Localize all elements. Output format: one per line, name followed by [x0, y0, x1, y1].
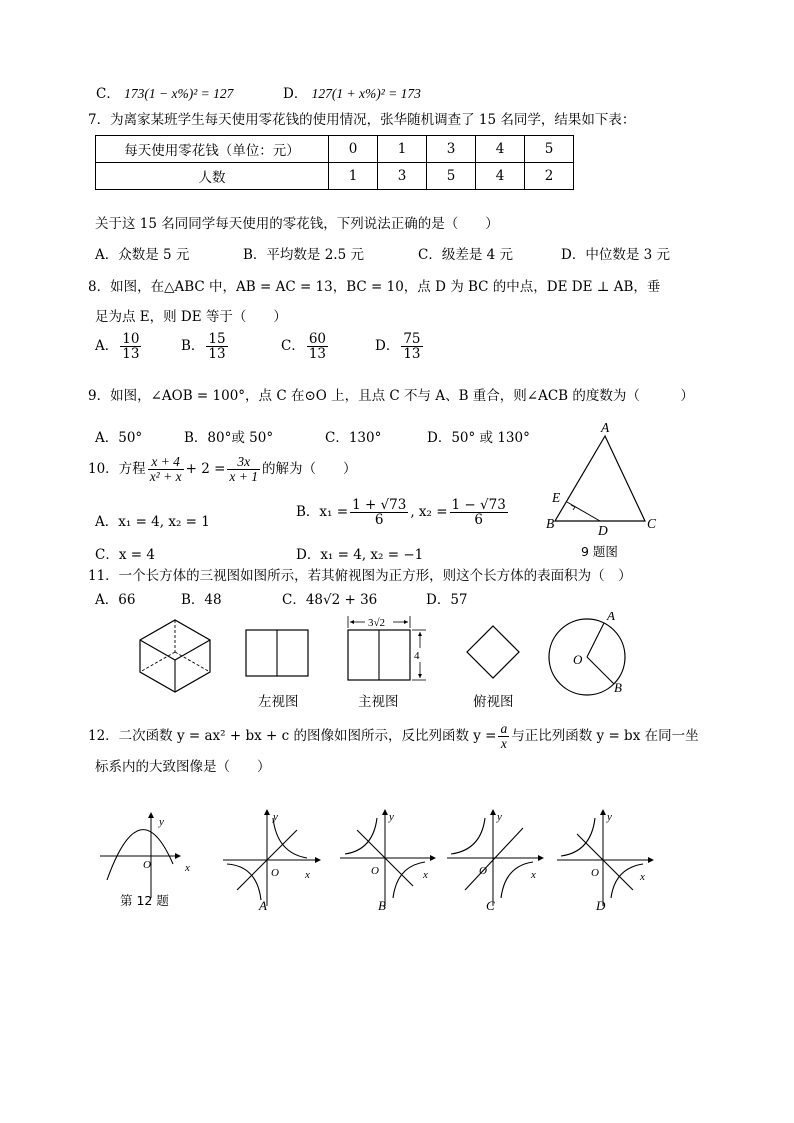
q12-graph-d [557, 810, 653, 913]
q8-option-a [95, 332, 143, 361]
dim-side-label: 4 [414, 650, 420, 662]
graph-label-b: B [378, 898, 386, 913]
denominator: x + 1 [229, 469, 258, 485]
fraction [206, 332, 227, 361]
axis-x-label: x [305, 869, 310, 881]
segment-de [567, 502, 600, 521]
left-view-figure [246, 630, 308, 676]
q9-option-b: B．80°或 50° [184, 430, 274, 446]
q9-option-a: A．50° [95, 430, 143, 446]
denominator: 13 [403, 346, 421, 363]
label-d: D [598, 523, 608, 538]
origin-label: O [371, 865, 379, 877]
q7-option-a: A．众数是 5 元 [95, 247, 190, 263]
label-e: E [552, 490, 561, 505]
q9-stem: 9．如图，∠AOB = 100°，点 C 在⊙O 上，且点 C 不与 A、B 重合，则∠ACB 的度数为（ ） [88, 388, 694, 404]
top-view-figure [467, 626, 519, 678]
denominator: 13 [208, 346, 226, 363]
table-cell: 4 [476, 163, 525, 190]
caption-top-view: 俯视图 [473, 694, 514, 710]
numerator: 3x [227, 455, 260, 470]
fraction [148, 455, 184, 484]
triangle-abc [555, 436, 645, 521]
axis-y-label: y [497, 811, 502, 823]
fraction [350, 498, 408, 527]
table-row [96, 136, 574, 163]
circle-label-a: A [607, 612, 615, 623]
q11-option-d: D．57 [426, 592, 468, 608]
optb-label: B．x₁ = [296, 504, 349, 521]
axis-x-label: x [531, 869, 536, 881]
table-row [96, 163, 574, 190]
q6-optc-label: C． [96, 86, 120, 102]
denominator: 6 [474, 512, 483, 529]
table-cell: 人数 [96, 163, 329, 190]
numerator: 1 + √73 [352, 497, 407, 513]
numerator: x + 4 [148, 455, 184, 470]
dim-top-label: 3√2 [368, 617, 386, 629]
denominator: x [500, 736, 507, 752]
circle-label-o: O [573, 652, 583, 667]
fraction [307, 332, 328, 361]
origin-label: O [479, 865, 487, 877]
q12-graph-b [340, 810, 435, 913]
q10-suffix: 的解为（ ） [262, 461, 357, 478]
fraction [401, 332, 422, 361]
axis-x-label: x [185, 862, 190, 874]
table-cell: 3 [378, 163, 427, 190]
q11-option-a: A．66 [95, 592, 136, 608]
table-cell: 3 [427, 136, 476, 163]
numerator: 60 [308, 331, 327, 347]
table-cell: 2 [525, 163, 574, 190]
q10-option-d: D．x₁ = 4, x₂ = −1 [296, 547, 424, 563]
q8-option-b [181, 332, 230, 361]
origin-label: O [271, 867, 279, 879]
q12-parabola-graph [100, 813, 190, 908]
q12-graphs [95, 798, 665, 918]
axis-y-label: y [607, 811, 612, 823]
label-c: C [647, 516, 657, 531]
q9-option-c: C．130° [325, 430, 382, 446]
cube-figure [140, 620, 210, 692]
option-label: A． [95, 338, 119, 355]
q7-question: 关于这 15 名同同学每天使用的零花钱，下列说法正确的是（ ） [95, 216, 499, 232]
table-cell: 0 [329, 136, 378, 163]
axis-y-label: y [389, 811, 394, 823]
circle-figure [549, 612, 625, 695]
q8-option-c [281, 332, 330, 361]
q6-optc-expr: 173(1 − x%)² = 127 [124, 86, 234, 101]
q8-option-d [375, 332, 425, 361]
label-b: B [546, 516, 555, 531]
axis-y-label: y [159, 816, 164, 828]
graph-label-c: C [486, 898, 495, 913]
table-cell: 5 [525, 136, 574, 163]
main-view-figure [348, 616, 426, 680]
option-label: C． [281, 338, 305, 355]
option-label: D． [375, 338, 400, 355]
fraction [227, 455, 260, 484]
denominator: 13 [122, 346, 140, 363]
denominator: 13 [308, 346, 327, 363]
q11-option-c: C．48√2 + 36 [282, 592, 378, 608]
origin-label: O [143, 859, 151, 871]
caption-left-view: 左视图 [258, 694, 299, 710]
axis-x-label: x [640, 871, 645, 883]
numerator: 75 [403, 331, 421, 347]
axis-x-label: x [423, 869, 428, 881]
q7-table [95, 135, 574, 190]
circle-label-b: B [614, 680, 622, 695]
fraction [120, 332, 141, 361]
q7-option-d: D．中位数是 3 元 [561, 247, 670, 263]
numerator: 1 − √73 [451, 497, 506, 513]
q12-graph-a [223, 810, 320, 913]
q7-stem: 7．为离家某班学生每天使用零花钱的使用情况，张华随机调查了 15 名同学，结果如下表： [88, 112, 636, 128]
option-label: B． [181, 338, 205, 355]
label-a: A [601, 420, 610, 435]
numerator: a [500, 721, 508, 736]
q12-line1-a: 12．二次函数 y = ax² + bx + c 的图像如图所示，反比列函数 y = [88, 728, 497, 745]
q7-option-b: B．平均数是 2.5 元 [243, 247, 364, 263]
q10-prefix: 10．方程 [88, 461, 146, 478]
fraction [450, 498, 508, 527]
q12-line2: 标系内的大致图像是（ ） [95, 759, 271, 775]
q6-optd-expr: 127(1 + x%)² = 173 [311, 86, 421, 101]
q10-stem [88, 455, 357, 484]
q10-option-b [296, 498, 510, 527]
q12-graph-c [447, 810, 543, 913]
q6-optd-label: D． [283, 86, 308, 102]
q12-line1 [88, 722, 699, 751]
table-cell: 1 [378, 136, 427, 163]
table-cell: 1 [329, 163, 378, 190]
q12-caption: 第 12 题 [120, 893, 169, 908]
q10-middle: + 2 = [185, 461, 226, 478]
numerator: 10 [122, 331, 140, 347]
q7-option-c: C．级差是 4 元 [418, 247, 514, 263]
q6-option-d [283, 82, 421, 102]
q12-line1-b: 与正比列函数 y = bx 在同一坐 [511, 728, 699, 745]
numerator: 15 [208, 331, 226, 347]
q6-option-c [96, 82, 233, 102]
caption-main-view: 主视图 [358, 694, 399, 710]
q10-option-c: C．x = 4 [95, 547, 155, 563]
fraction [498, 722, 509, 751]
denominator: x² + x [149, 469, 182, 485]
q11-option-b: B．48 [181, 592, 222, 608]
q8-line2: 足为点 E，则 DE 等于（ ） [95, 309, 287, 325]
q9-triangle-figure [545, 418, 665, 560]
q9-caption: 9 题图 [581, 544, 618, 559]
denominator: 6 [374, 512, 384, 529]
table-cell: 每天使用零花钱（单位：元） [96, 136, 329, 163]
q8-line1: 8．如图，在△ABC 中，AB = AC = 13，BC = 10，点 D 为 BC 的中点，DE DE ⊥ AB，垂 [88, 279, 661, 295]
origin-label: O [591, 867, 599, 879]
q11-stem: 11．一个长方体的三视图如图所示，若其俯视图为正方形，则这个长方体的表面积为（ ） [88, 568, 632, 584]
graph-label-a: A [259, 898, 267, 913]
q9-option-d: D．50° 或 130° [427, 430, 530, 446]
axis-y-label: y [273, 811, 278, 823]
graph-label-d: D [596, 898, 606, 913]
optb-mid: , x₂ = [410, 504, 448, 521]
table-cell: 5 [427, 163, 476, 190]
q10-option-a: A．x₁ = 4, x₂ = 1 [95, 514, 210, 530]
table-cell: 4 [476, 136, 525, 163]
